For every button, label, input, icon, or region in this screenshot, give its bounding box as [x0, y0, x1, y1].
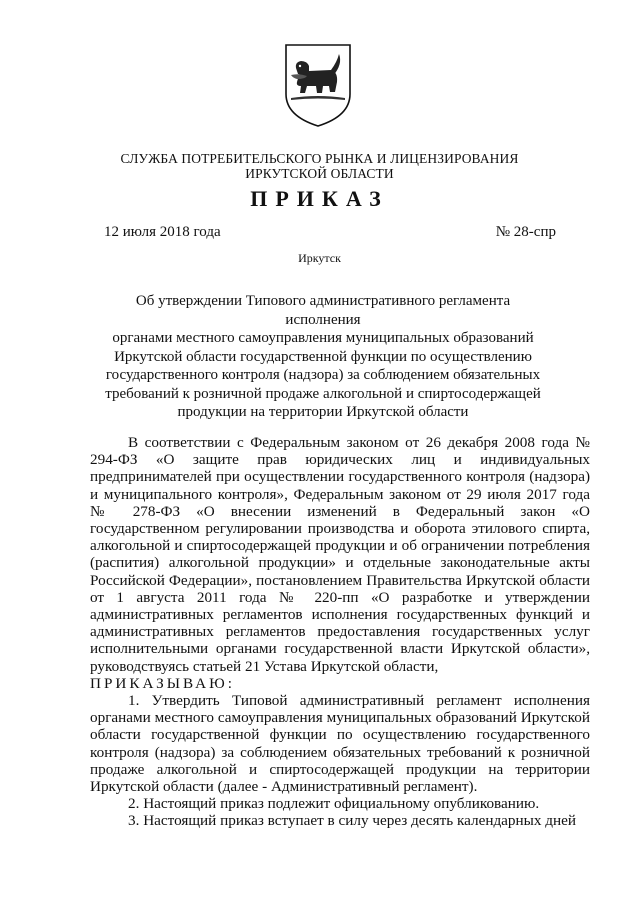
document-type: ПРИКАЗ	[250, 186, 389, 211]
order-command: ПРИКАЗЫВАЮ:	[90, 674, 235, 692]
preamble-paragraph: В соответствии с Федеральным законом от 26 декабря 2008 года № 294-ФЗ «О защите прав юридических лиц и индивидуальных предпринимателей при осуществлении государственного контроля (надзора) и муниципального контроля», Федеральным законом от 29 июля 2017 года № 278-ФЗ «О внесении изменений в Федеральный закон «О государственном регулировании производства и оборота этилового спирта, алкогольной и спиртосодержащей продукции и об ограничении потребления (распития) алкогольной продукции» и отдельные законодательные акты Российской Федерации», постановлением Правительства Иркутской области от 1 августа 2011 года № 220-пп «О разработке и утверждении административных регламентов исполнения государственных функций и административных регламентов предоставления государственных услуг исполнительными органами государственной власти Иркутской области», руководствуясь статьей 21 Устава Иркутской области,	[90, 434, 590, 675]
order-item-1: 1. Утвердить Типовой административный регламент исполнения органами местного самоуправления муниципальных образований Иркутской области государственной функции по осуществлению государственного контроля (надзора) за соблюдением обязательных требований к розничной продаже алкогольной и спиртосодержащей продукции на территории Иркутской области (далее - Административный регламент).	[90, 692, 590, 796]
document-body	[90, 434, 590, 830]
title-line: Об утверждении Типового административного регламента исполнения	[135, 293, 511, 328]
order-item-2: 2. Настоящий приказ подлежит официальному опубликованию.	[128, 795, 540, 813]
document-number: № 28-спр	[495, 224, 556, 240]
organization-name	[60, 151, 579, 181]
document-date: 12 июля 2018 года	[104, 224, 221, 240]
org-line-2: ИРКУТСКОЙ ОБЛАСТИ	[245, 166, 394, 181]
org-line-1: СЛУЖБА ПОТРЕБИТЕЛЬСКОГО РЫНКА И ЛИЦЕНЗИРОВАНИЯ	[120, 151, 519, 166]
title-line: требований к розничной продаже алкогольной и спиртосодержащей	[105, 385, 541, 402]
order-item-3: 3. Настоящий приказ вступает в силу через десять календарных дней	[128, 812, 576, 830]
document-title	[98, 292, 548, 422]
coat-of-arms-emblem	[283, 42, 353, 128]
title-line: государственного контроля (надзора) за соблюдением обязательных	[105, 367, 541, 383]
document-city: Иркутск	[298, 251, 341, 265]
title-line: органами местного самоуправления муниципальных образований	[112, 330, 534, 346]
title-line: продукции на территории Иркутской области	[177, 404, 469, 420]
title-line: Иркутской области государственной функции по осуществлению	[114, 348, 532, 365]
babr-figure	[291, 54, 345, 100]
